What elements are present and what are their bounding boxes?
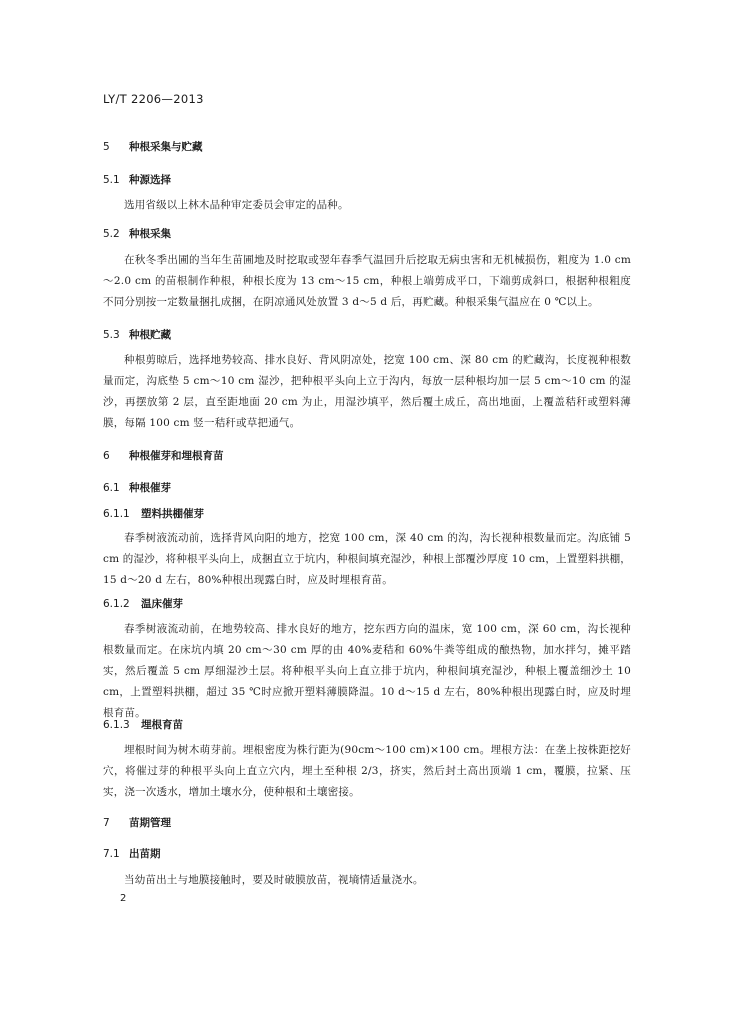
section-title: 种根催芽和埋根育苗 <box>129 450 224 462</box>
subsection-heading <box>103 327 171 342</box>
section-number: 5 <box>103 141 110 153</box>
paragraph: 当幼苗出土与地膜接触时，要及时破膜放苗，视墒情适量浇水。 <box>124 874 424 886</box>
subsubsection-heading <box>103 506 204 521</box>
section-heading <box>103 448 224 463</box>
paragraph: 春季树液流动前，选择背风向阳的地方，挖宽 100 cm，深 40 cm 的沟，沟长视种根数量而定。沟底铺 5 cm 的湿沙，将种根平头向上，成捆直立于坑内，种根间填充湿沙，种根上部覆沙厚度 10 cm，上置塑料拱棚，15 d～20 d 左右，80%种根出现露白时，应及时埋根育苗。 <box>103 532 631 586</box>
section-heading <box>103 139 203 154</box>
subsubsection-heading <box>103 717 183 732</box>
section-number: 6 <box>103 450 110 462</box>
section-title: 种根采集与贮藏 <box>129 141 203 153</box>
section-number: 5.3 <box>103 329 120 341</box>
section-number: 6.1.3 <box>103 719 130 731</box>
paragraph: 种根剪晾后，选择地势较高、排水良好、背风阴凉处，挖宽 100 cm、深 80 cm 的贮藏沟，长度视种根数量而定，沟底垫 5 cm～10 cm 湿沙，把种根平头向上立于沟内，每放一层种根均加一层 5 cm～10 cm 的湿沙，再摆放第 2 层，直至距地面 20 cm 为止，用湿沙填平，然后覆土成丘，高出地面，上覆盖秸秆或塑料薄膜，每隔 100 cm 竖一秸秆或草把通气。 <box>103 354 631 429</box>
section-number: 6.1.2 <box>103 598 130 610</box>
subsection-heading <box>103 172 171 187</box>
subsection-heading <box>103 480 171 495</box>
section-number: 7.1 <box>103 848 120 860</box>
section-title: 苗期管理 <box>129 817 171 829</box>
section-number: 6.1 <box>103 482 120 494</box>
subsection-heading <box>103 226 171 241</box>
section-title: 温床催芽 <box>141 598 183 610</box>
section-number: 7 <box>103 817 110 829</box>
section-title: 种根催芽 <box>129 482 171 494</box>
section-heading <box>103 815 171 830</box>
paragraph: 春季树液流动前，在地势较高、排水良好的地方，挖东西方向的温床，宽 100 cm，深 60 cm，沟长视种根数量而定。在床坑内填 20 cm～30 cm 厚的由 40%麦秸和 60%牛粪等组成的酿热物，加水拌匀，摊平踏实，然后覆盖 5 cm 厚细湿沙土层。将种根平头向上直立排于坑内，种根间填充湿沙，种根上覆盖细沙土 10 cm，上置塑料拱棚，超过 35 ℃时应掀开塑料薄膜降温。10 d～15 d 左右，80%种根出现露白时，应及时埋根育苗。 <box>103 623 631 719</box>
page-number: 2 <box>120 893 127 904</box>
section-number: 5.1 <box>103 174 120 186</box>
standard-code-header: LY/T 2206—2013 <box>103 92 204 106</box>
subsubsection-heading <box>103 596 183 611</box>
section-title: 种根采集 <box>129 228 171 240</box>
section-number: 6.1.1 <box>103 508 130 520</box>
paragraph: 埋根时间为树木萌芽前。埋根密度为株行距为(90cm～100 cm)×100 cm。埋根方法：在垄上按株距挖好穴，将催过芽的种根平头向上直立穴内，埋土至种根 2/3，挤实，然后封土高出顶端 1 cm，覆膜，拉紧、压实，浇一次透水，增加土壤水分，使种根和土壤密接。 <box>103 744 631 798</box>
section-title: 塑料拱棚催芽 <box>141 508 204 520</box>
section-title: 埋根育苗 <box>141 719 183 731</box>
section-title: 出苗期 <box>129 848 161 860</box>
paragraph: 选用省级以上林木品种审定委员会审定的品种。 <box>124 199 349 211</box>
section-title: 种根贮藏 <box>129 329 171 341</box>
paragraph: 在秋冬季出圃的当年生苗圃地及时挖取或翌年春季气温回升后挖取无病虫害和无机械损伤，粗度为 1.0 cm～2.0 cm 的苗根制作种根，种根长度为 13 cm～15 cm，种根上端剪成平口，下端剪成斜口，根据种根粗度不同分别按一定数量捆扎成捆，在阴凉通风处放置 3 d～5 d 后，再贮藏。种根采集气温应在 0 ℃以上。 <box>103 254 631 308</box>
section-number: 5.2 <box>103 228 120 240</box>
section-title: 种源选择 <box>129 174 171 186</box>
subsection-heading <box>103 846 161 861</box>
